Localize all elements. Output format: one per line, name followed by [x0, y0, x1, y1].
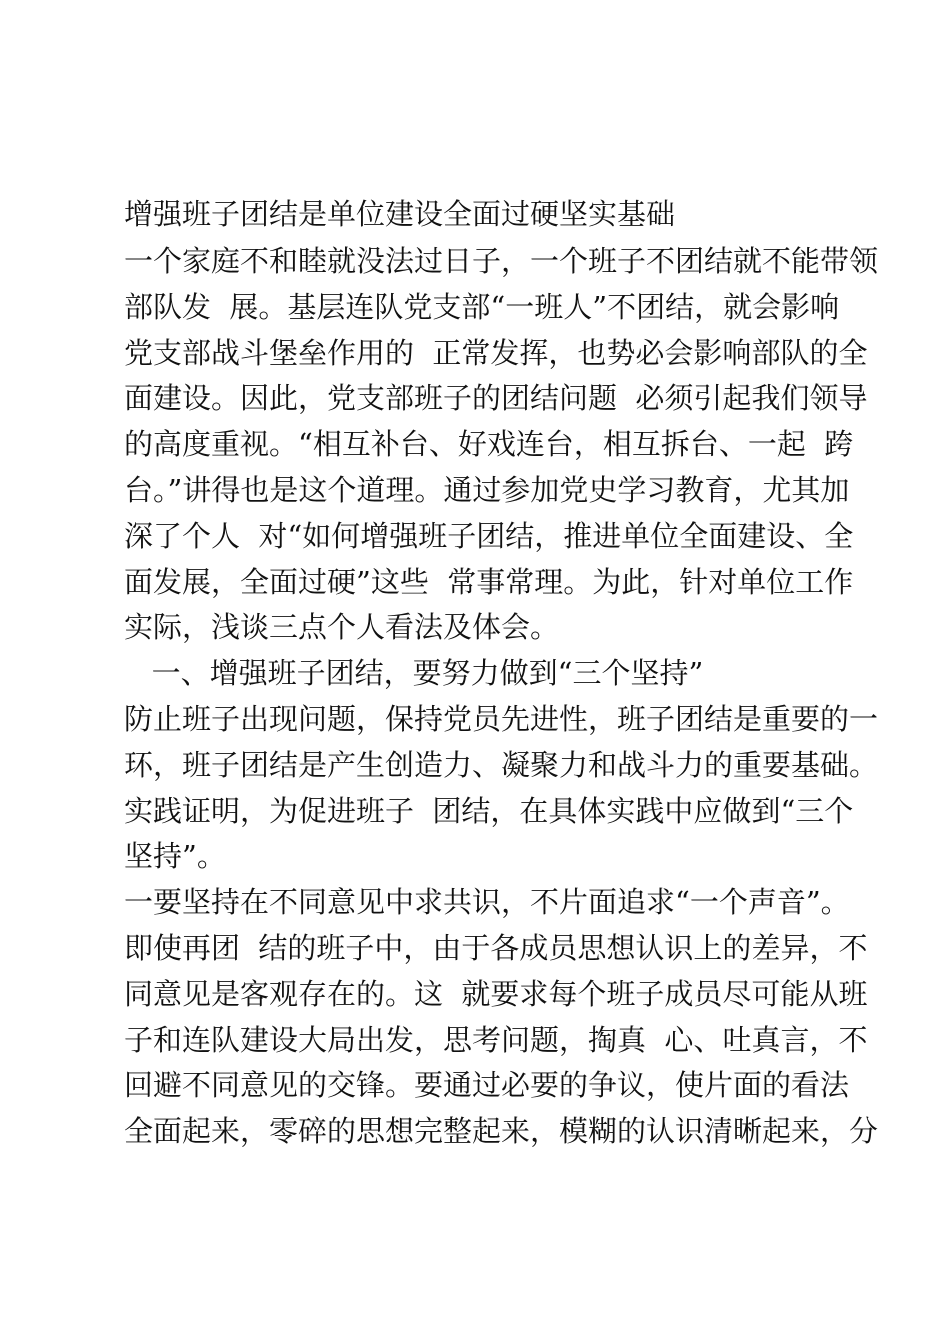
- text-line: 同意见是客观存在的。这 就要求每个班子成员尽可能从班: [124, 976, 868, 1011]
- text-line: 一要坚持在不同意见中求共识，不片面追求“一个声音”。: [124, 885, 850, 920]
- document-body: [124, 194, 879, 1155]
- text-line: 的高度重视。“相互补台、好戏连台，相互拆台、一起 跨: [124, 427, 854, 462]
- text-line: 实践证明，为促进班子 团结，在具体实践中应做到“三个: [124, 793, 854, 828]
- text-line: 深了个人 对“如何增强班子团结，推进单位全面建设、全: [124, 518, 854, 553]
- document-title: 增强班子团结是单位建设全面过硬坚实基础: [124, 197, 676, 231]
- text-line: 子和连队建设大局出发，思考问题，掏真 心、吐真言，不: [124, 1022, 868, 1057]
- text-line: 实际，浅谈三点个人看法及体会。: [124, 610, 560, 645]
- text-line: 台。”讲得也是这个道理。通过参加党史学习教育，尤其加: [124, 472, 850, 507]
- text-line: 防止班子出现问题，保持党员先进性，班子团结是重要的一: [124, 701, 879, 736]
- section-heading: 一、增强班子团结，要努力做到“三个坚持”: [124, 656, 704, 691]
- text-line: 回避不同意见的交锋。要通过必要的争议，使片面的看法: [124, 1068, 850, 1103]
- text-line: 即使再团 结的班子中，由于各成员思想认识上的差异，不: [124, 930, 868, 965]
- text-line: 部队发 展。基层连队党支部“一班人”不团结，就会影响: [124, 289, 840, 324]
- text-line: 面发展，全面过硬”这些 常事常理。为此，针对单位工作: [124, 564, 854, 599]
- text-line: 面建设。因此，党支部班子的团结问题 必须引起我们领导: [124, 381, 868, 416]
- text-line: 党支部战斗堡垒作用的 正常发挥，也势必会影响部队的全: [124, 335, 868, 370]
- text-line: 坚持”。: [124, 839, 226, 874]
- text-line: 全面起来，零碎的思想完整起来，模糊的认识清晰起来，分: [124, 1114, 879, 1149]
- text-line: 一个家庭不和睦就没法过日子，一个班子不团结就不能带领: [124, 244, 879, 278]
- text-line: 环，班子团结是产生创造力、凝聚力和战斗力的重要基础。: [124, 747, 879, 782]
